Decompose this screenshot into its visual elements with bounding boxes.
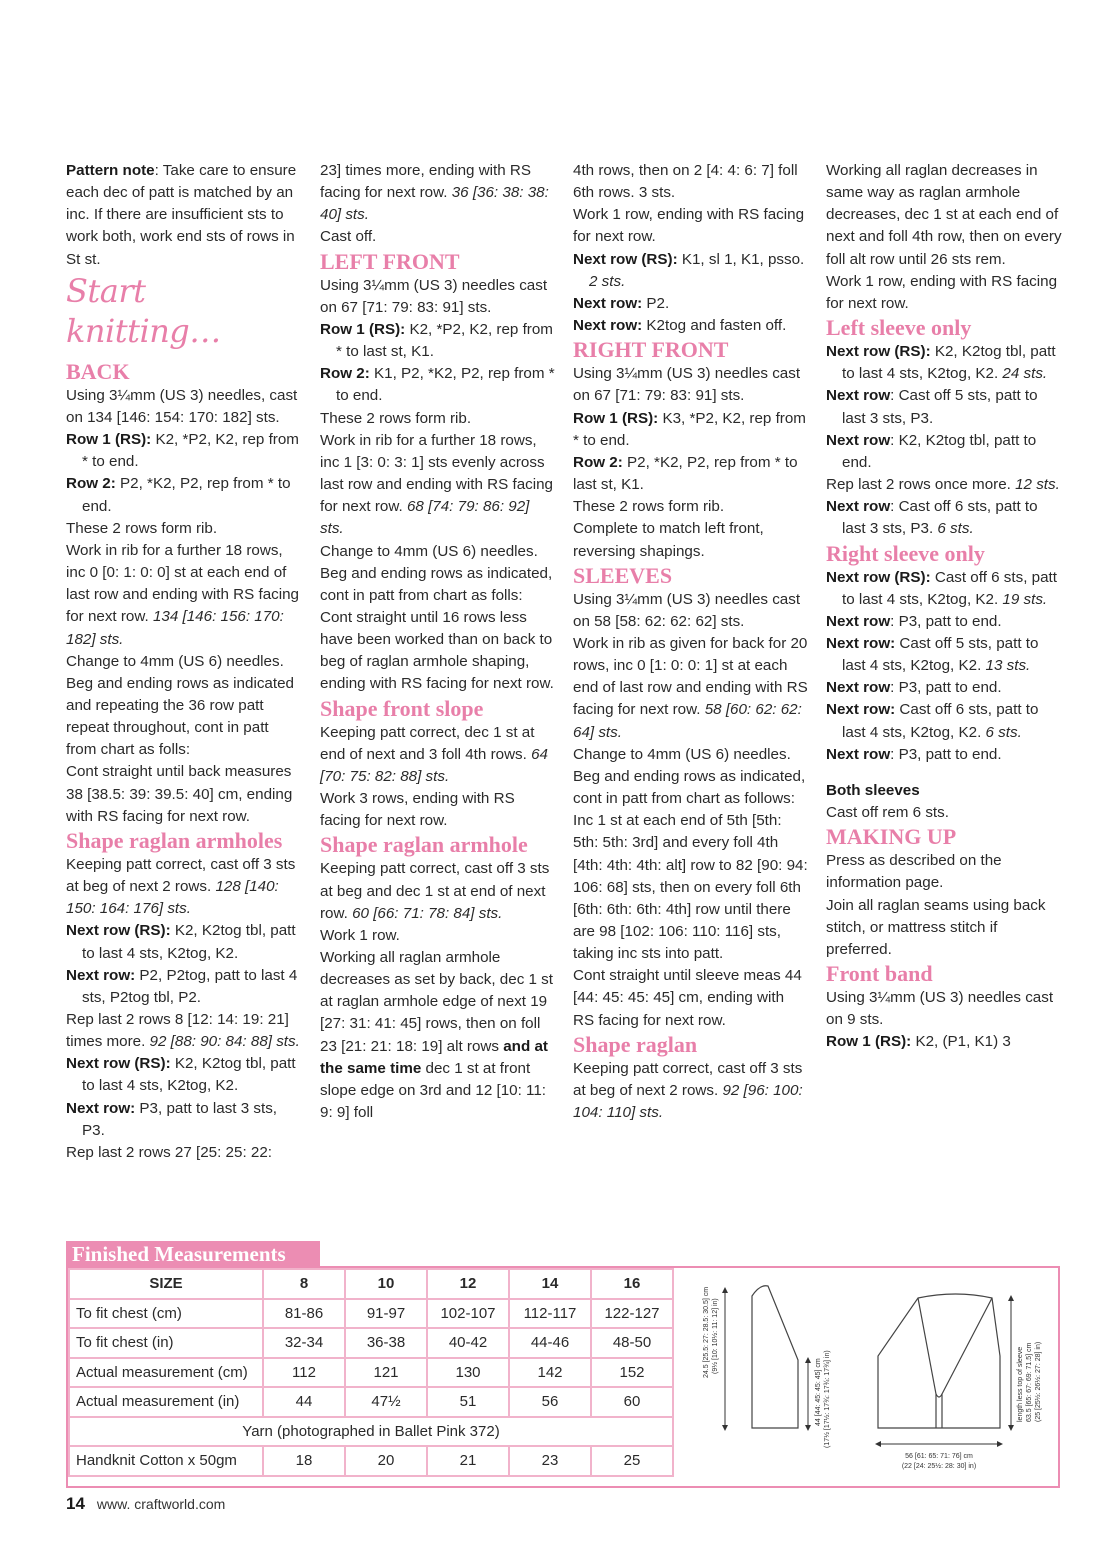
raglan-work-row: Work 1 row, ending with RS facing for next row. (826, 272, 1058, 312)
lf-next-row-2: Next row: P2. (573, 294, 670, 312)
cell: 20 (345, 1446, 427, 1476)
arm-work: Work 1 row. (320, 926, 400, 944)
shr-cast-off: Keeping patt correct, cast off 3 sts at beg of next 2 rows. 92 [96: 100: 104: 110] sts. (573, 1059, 803, 1122)
left-sleeve-heading: Left sleeve only (826, 315, 972, 341)
back-cont-end: 23] times more, ending with RS facing for next row. 36 [36: 38: 38: 40] sts. (320, 162, 549, 224)
measurements-title: Finished Measurements (66, 1241, 320, 1268)
raglan-next-row-2: Next row: P2, P2tog, patt to last 4 sts, P2tog tbl, P2. (66, 966, 298, 1006)
yarn-note-row (69, 1417, 673, 1447)
lf-cont: Cont straight until 16 rows less have been worked than on back to beg of raglan armhole shaping, ending with RS facing for next row. (320, 608, 554, 693)
sleeve-outline (752, 1286, 798, 1428)
width-cm: 56 [61: 65: 71: 76] cm (905, 1453, 973, 1460)
pattern-note: Pattern note: Take care to ensure each dec of patt is matched by an inc. If there are insufficient sts to work both, work end sts of rows in St st. (66, 162, 297, 268)
cell: 36-38 (345, 1328, 427, 1358)
lf-rib-note: These 2 rows form rib. (320, 409, 472, 427)
lf-row-1: Row 1 (RS): K2, *P2, K2, rep from * to last st, K1. (320, 320, 553, 361)
both-sleeves-text: Cast off rem 6 sts. (826, 804, 949, 822)
back-heading: BACK (66, 358, 130, 384)
rs-row-1: Next row (RS): Cast off 6 sts, patt to last 4 sts, K2tog, K2. 19 sts. (826, 568, 1057, 608)
slope-work: Work 3 rows, ending with RS facing for next row. (320, 790, 515, 830)
rf-row-1: Row 1 (RS): K3, *P2, K2, rep from * to end. (573, 409, 806, 449)
lf-change-needles: Change to 4mm (US 6) needles. (320, 542, 538, 560)
cell: 91-97 (345, 1299, 427, 1329)
front-slope-heading: Shape front slope (320, 695, 484, 721)
size-14: 14 (509, 1269, 591, 1299)
rf-row-2: Row 2: P2, *K2, P2, rep from * to last st, K1. (573, 453, 798, 494)
sl-cont: Cont straight until sleeve meas 44 [44: 45: 45: 45] cm, ending with RS facing for next row. (573, 967, 802, 1029)
shape-raglan-heading: Shape raglan (573, 1031, 698, 1057)
sl-cast-on: Using 3¼mm (US 3) needles cast on 58 [58: 62: 62: 62] sts. (573, 590, 801, 630)
row-label: Actual measurement (in) (69, 1387, 263, 1417)
lf-cont-rows: 4th rows, then on 2 [4: 4: 6: 7] foll 6th rows. 3 sts. (573, 162, 798, 202)
lf-work-row: Work 1 row, ending with RS facing for next row. (573, 206, 805, 246)
table-row (69, 1387, 673, 1417)
lf-cast-on: Using 3¼mm (US 3) needles cast on 67 [71: 79: 83: 91] sts. (320, 276, 548, 316)
ls-row-3: Next row: K2, K2tog tbl, patt to end. (826, 431, 1037, 471)
rf-cast-on: Using 3¼mm (US 3) needles cast on 67 [71: 79: 83: 91] sts. (573, 365, 801, 405)
ls-row-2: Next row: Cast off 5 sts, patt to last 3 sts, P3. (826, 387, 1038, 427)
mu-join: Join all raglan seams using back stitch, or mattress stitch if preferred. (826, 896, 1046, 958)
left-front-heading: LEFT FRONT (320, 248, 460, 274)
cell: 142 (509, 1358, 591, 1388)
page-number: 14 (66, 1494, 85, 1513)
row-label: Actual measurement (cm) (69, 1358, 263, 1388)
rs-row-6: Next row: P3, patt to end. (826, 745, 1002, 763)
back-row-1: Row 1 (RS): K2, *P2, K2, rep from * to end. (66, 431, 299, 471)
size-10: 10 (345, 1269, 427, 1299)
table-header-row (69, 1269, 673, 1299)
lf-next-row-1: Next row (RS): K1, sl 1, K1, psso. 2 sts. (573, 250, 805, 290)
raglan-next-row-1: Next row (RS): K2, K2tog tbl, patt to last 4 sts, K2tog, K2. (66, 922, 296, 962)
body-len-cm: 63.5 [65: 67: 69: 71.5] cm (1026, 1342, 1033, 1422)
cell: 25 (591, 1446, 673, 1476)
cell: 47½ (345, 1387, 427, 1417)
cell: 21 (427, 1446, 509, 1476)
lf-row-2: Row 2: K1, P2, *K2, P2, rep from * to end. (320, 365, 555, 405)
row-label: Handknit Cotton x 50gm (69, 1446, 263, 1476)
mu-press: Press as described on the information page. (826, 852, 1002, 892)
ls-rep: Rep last 2 rows once more. 12 sts. (826, 476, 1060, 494)
table-row (69, 1299, 673, 1329)
sl-change-needles: Change to 4mm (US 6) needles. (573, 745, 791, 763)
sleeve-top-cm: 24.5 [25.5: 27: 28.5: 30.5] cm (703, 1286, 710, 1378)
slope-dec: Keeping patt correct, dec 1 st at end of next and 3 foll 4th rows. 64 [70: 75: 82: 88] sts. (320, 723, 548, 785)
raglan-armhole-heading: Shape raglan armhole (320, 832, 528, 858)
sleeve-len-in: (17½ [17½: 17¾: 17¾: 17¾] in) (824, 1350, 831, 1448)
both-sleeves-label: Both sleeves (826, 781, 920, 799)
measurements-table (68, 1268, 674, 1477)
website-link[interactable]: www. craftworld.com (96, 1496, 226, 1512)
rs-row-2: Next row: P3, patt to end. (826, 612, 1002, 630)
size-12: 12 (427, 1269, 509, 1299)
body-len-in: (25 [25½: 26½: 27: 28] in) (1035, 1341, 1042, 1422)
arm-dec: Working all raglan armhole decreases as set by back, dec 1 st at raglan armhole edge of next 19 [27: 31: 41: 45] rows, then on foll 23 [21: 21: 18: 19] alt rows and at the same time dec 1 st at front slope edge on 3rd and 12 [10: 11: 9: 9] foll (320, 949, 553, 1122)
lf-patt: Beg and ending rows as indicated, cont in patt from chart as folls: (320, 564, 553, 604)
size-16: 16 (591, 1269, 673, 1299)
row-label: To fit chest (cm) (69, 1299, 263, 1329)
cell: 48-50 (591, 1328, 673, 1358)
sl-inc: Inc 1 st at each end of 5th [5th: 5th: 5th: 3rd] and every foll 4th [4th: 4th: 4th: alt] row to 82 [90: 94: 106: 68] sts, then on every foll 6th [6th: 6th: 6th: 4th] row until there are 98 [102: 106: 110: 116] sts, taking inc sts into patt. (573, 812, 808, 963)
fb-cast-on: Using 3¼mm (US 3) needles cast on 9 sts. (826, 989, 1054, 1029)
cell: 44-46 (509, 1328, 591, 1358)
cell: 40-42 (427, 1328, 509, 1358)
ls-row-5: Next row: Cast off 6 sts, patt to last 3 sts, P3. 6 sts. (826, 498, 1038, 538)
cell: 51 (427, 1387, 509, 1417)
body-outline (878, 1294, 1000, 1428)
cell: 102-107 (427, 1299, 509, 1329)
garment-schematic (680, 1268, 1056, 1486)
front-band-heading: Front band (826, 961, 933, 986)
raglan-cast-off: Keeping patt correct, cast off 3 sts at beg of next 2 rows. 128 [140: 150: 164: 176] sts. (66, 855, 296, 918)
raglan-dec-cont: Working all raglan decreases in same way as raglan armhole decreases, dec 1 st at each end of next and foll 4th row, then on every foll alt row until 26 sts rem. (826, 162, 1062, 268)
arm-cast-off: Keeping patt correct, cast off 3 sts at beg and dec 1 st at end of next row. 60 [66: 71: 78: 84] sts. (320, 860, 550, 922)
sleeve-top-in: (9½ [10: 10½: 11: 12] in) (712, 1298, 719, 1374)
back-cast-off: Cast off. (320, 228, 377, 246)
rs-row-3: Next row: Cast off 5 sts, patt to last 4 sts, K2tog, K2. 13 sts. (826, 634, 1039, 675)
sl-rib: Work in rib as given for back for 20 rows, inc 0 [1: 0: 0: 1] st at each end of last row and ending with RS facing for next row. 58 [60: 62: 62: 64] sts. (573, 634, 808, 741)
ls-row-1: Next row (RS): K2, K2tog tbl, patt to last 4 sts, K2tog, K2. 24 sts. (826, 343, 1056, 383)
spacer (826, 766, 1062, 780)
cell: 130 (427, 1358, 509, 1388)
rf-rib-note: These 2 rows form rib. (573, 498, 725, 516)
table-row (69, 1446, 673, 1476)
size-label: SIZE (69, 1269, 263, 1299)
column-1 (66, 160, 302, 1164)
cell: 81-86 (263, 1299, 345, 1329)
sleeves-heading: SLEEVES (573, 562, 673, 588)
cell: 152 (591, 1358, 673, 1388)
back-cast-on: Using 3¼mm (US 3) needles, cast on 134 [146: 154: 170: 182] sts. (66, 386, 298, 426)
column-3 (573, 160, 809, 1124)
body-len-label: length less top of sleeve (1017, 1346, 1024, 1422)
right-front-heading: RIGHT FRONT (573, 337, 729, 363)
cell: 23 (509, 1446, 591, 1476)
fb-row-1: Row 1 (RS): K2, (P1, K1) 3 (826, 1033, 1011, 1051)
raglan-rep-1: Rep last 2 rows 8 [12: 14: 19: 21] times more. 92 [88: 90: 84: 88] sts. (66, 1011, 300, 1051)
rs-row-4: Next row: P3, patt to end. (826, 679, 1002, 697)
cell: 44 (263, 1387, 345, 1417)
table-row (69, 1328, 673, 1358)
cell: 60 (591, 1387, 673, 1417)
cell: 112-117 (509, 1299, 591, 1329)
back-rib-note: These 2 rows form rib. (66, 519, 218, 537)
sleeve-len-cm: 44 [44: 45: 45: 45] cm (815, 1358, 822, 1426)
raglan-armholes-heading: Shape raglan armholes (66, 827, 283, 853)
making-up-heading: MAKING UP (826, 824, 957, 850)
sl-patt: Beg and ending rows as indicated, cont in patt from chart as follows: (573, 767, 806, 808)
raglan-next-row-3: Next row (RS): K2, K2tog tbl, patt to last 4 sts, K2tog, K2. (66, 1055, 296, 1095)
start-knitting-heading: Start knitting… (66, 271, 221, 350)
raglan-next-row-4: Next row: P3, patt to last 3 sts, P3. (66, 1099, 278, 1139)
cell: 112 (263, 1358, 345, 1388)
size-8: 8 (263, 1269, 345, 1299)
cell: 122-127 (591, 1299, 673, 1329)
back-cont: Cont straight until back measures 38 [38.5: 39: 39.5: 40] cm, ending with RS facing for next row. (66, 763, 293, 825)
back-row-2: Row 2: P2, *K2, P2, rep from * to end. (66, 475, 291, 515)
column-2 (320, 160, 556, 1124)
lf-next-row-3: Next row: K2tog and fasten off. (573, 317, 787, 335)
back-change-needles: Change to 4mm (US 6) needles. (66, 652, 284, 670)
cell: 18 (263, 1446, 345, 1476)
row-label: To fit chest (in) (69, 1328, 263, 1358)
rf-complete: Complete to match left front, reversing shapings. (573, 520, 764, 560)
page-footer (66, 1494, 225, 1514)
yarn-note: Yarn (photographed in Ballet Pink 372) (69, 1417, 673, 1447)
rs-row-5: Next row: Cast off 6 sts, patt to last 4 sts, K2tog, K2. 6 sts. (826, 701, 1039, 741)
column-4 (826, 160, 1062, 1053)
lf-rib-work: Work in rib for a further 18 rows, inc 1 [3: 0: 3: 1] sts evenly across last row and ending with RS facing for next row. 68 [74: 79: 86: 92] sts. (320, 431, 554, 538)
back-patt: Beg and ending rows as indicated and repeating the 36 row patt repeat throughout, cont in patt from chart as folls: (66, 674, 294, 759)
width-in: (22 [24: 25½: 28: 30] in) (901, 1463, 977, 1470)
cell: 56 (509, 1387, 591, 1417)
right-sleeve-heading: Right sleeve only (826, 540, 985, 566)
table-row (69, 1358, 673, 1388)
cell: 121 (345, 1358, 427, 1388)
cell: 32-34 (263, 1328, 345, 1358)
raglan-rep-2: Rep last 2 rows 27 [25: 25: 22: (66, 1143, 272, 1161)
back-rib-work: Work in rib for a further 18 rows, inc 0 [0: 1: 0: 0] st at each end of last row and ending with RS facing for next row. 134 [146: 156: 170: 182] sts. (66, 541, 300, 648)
